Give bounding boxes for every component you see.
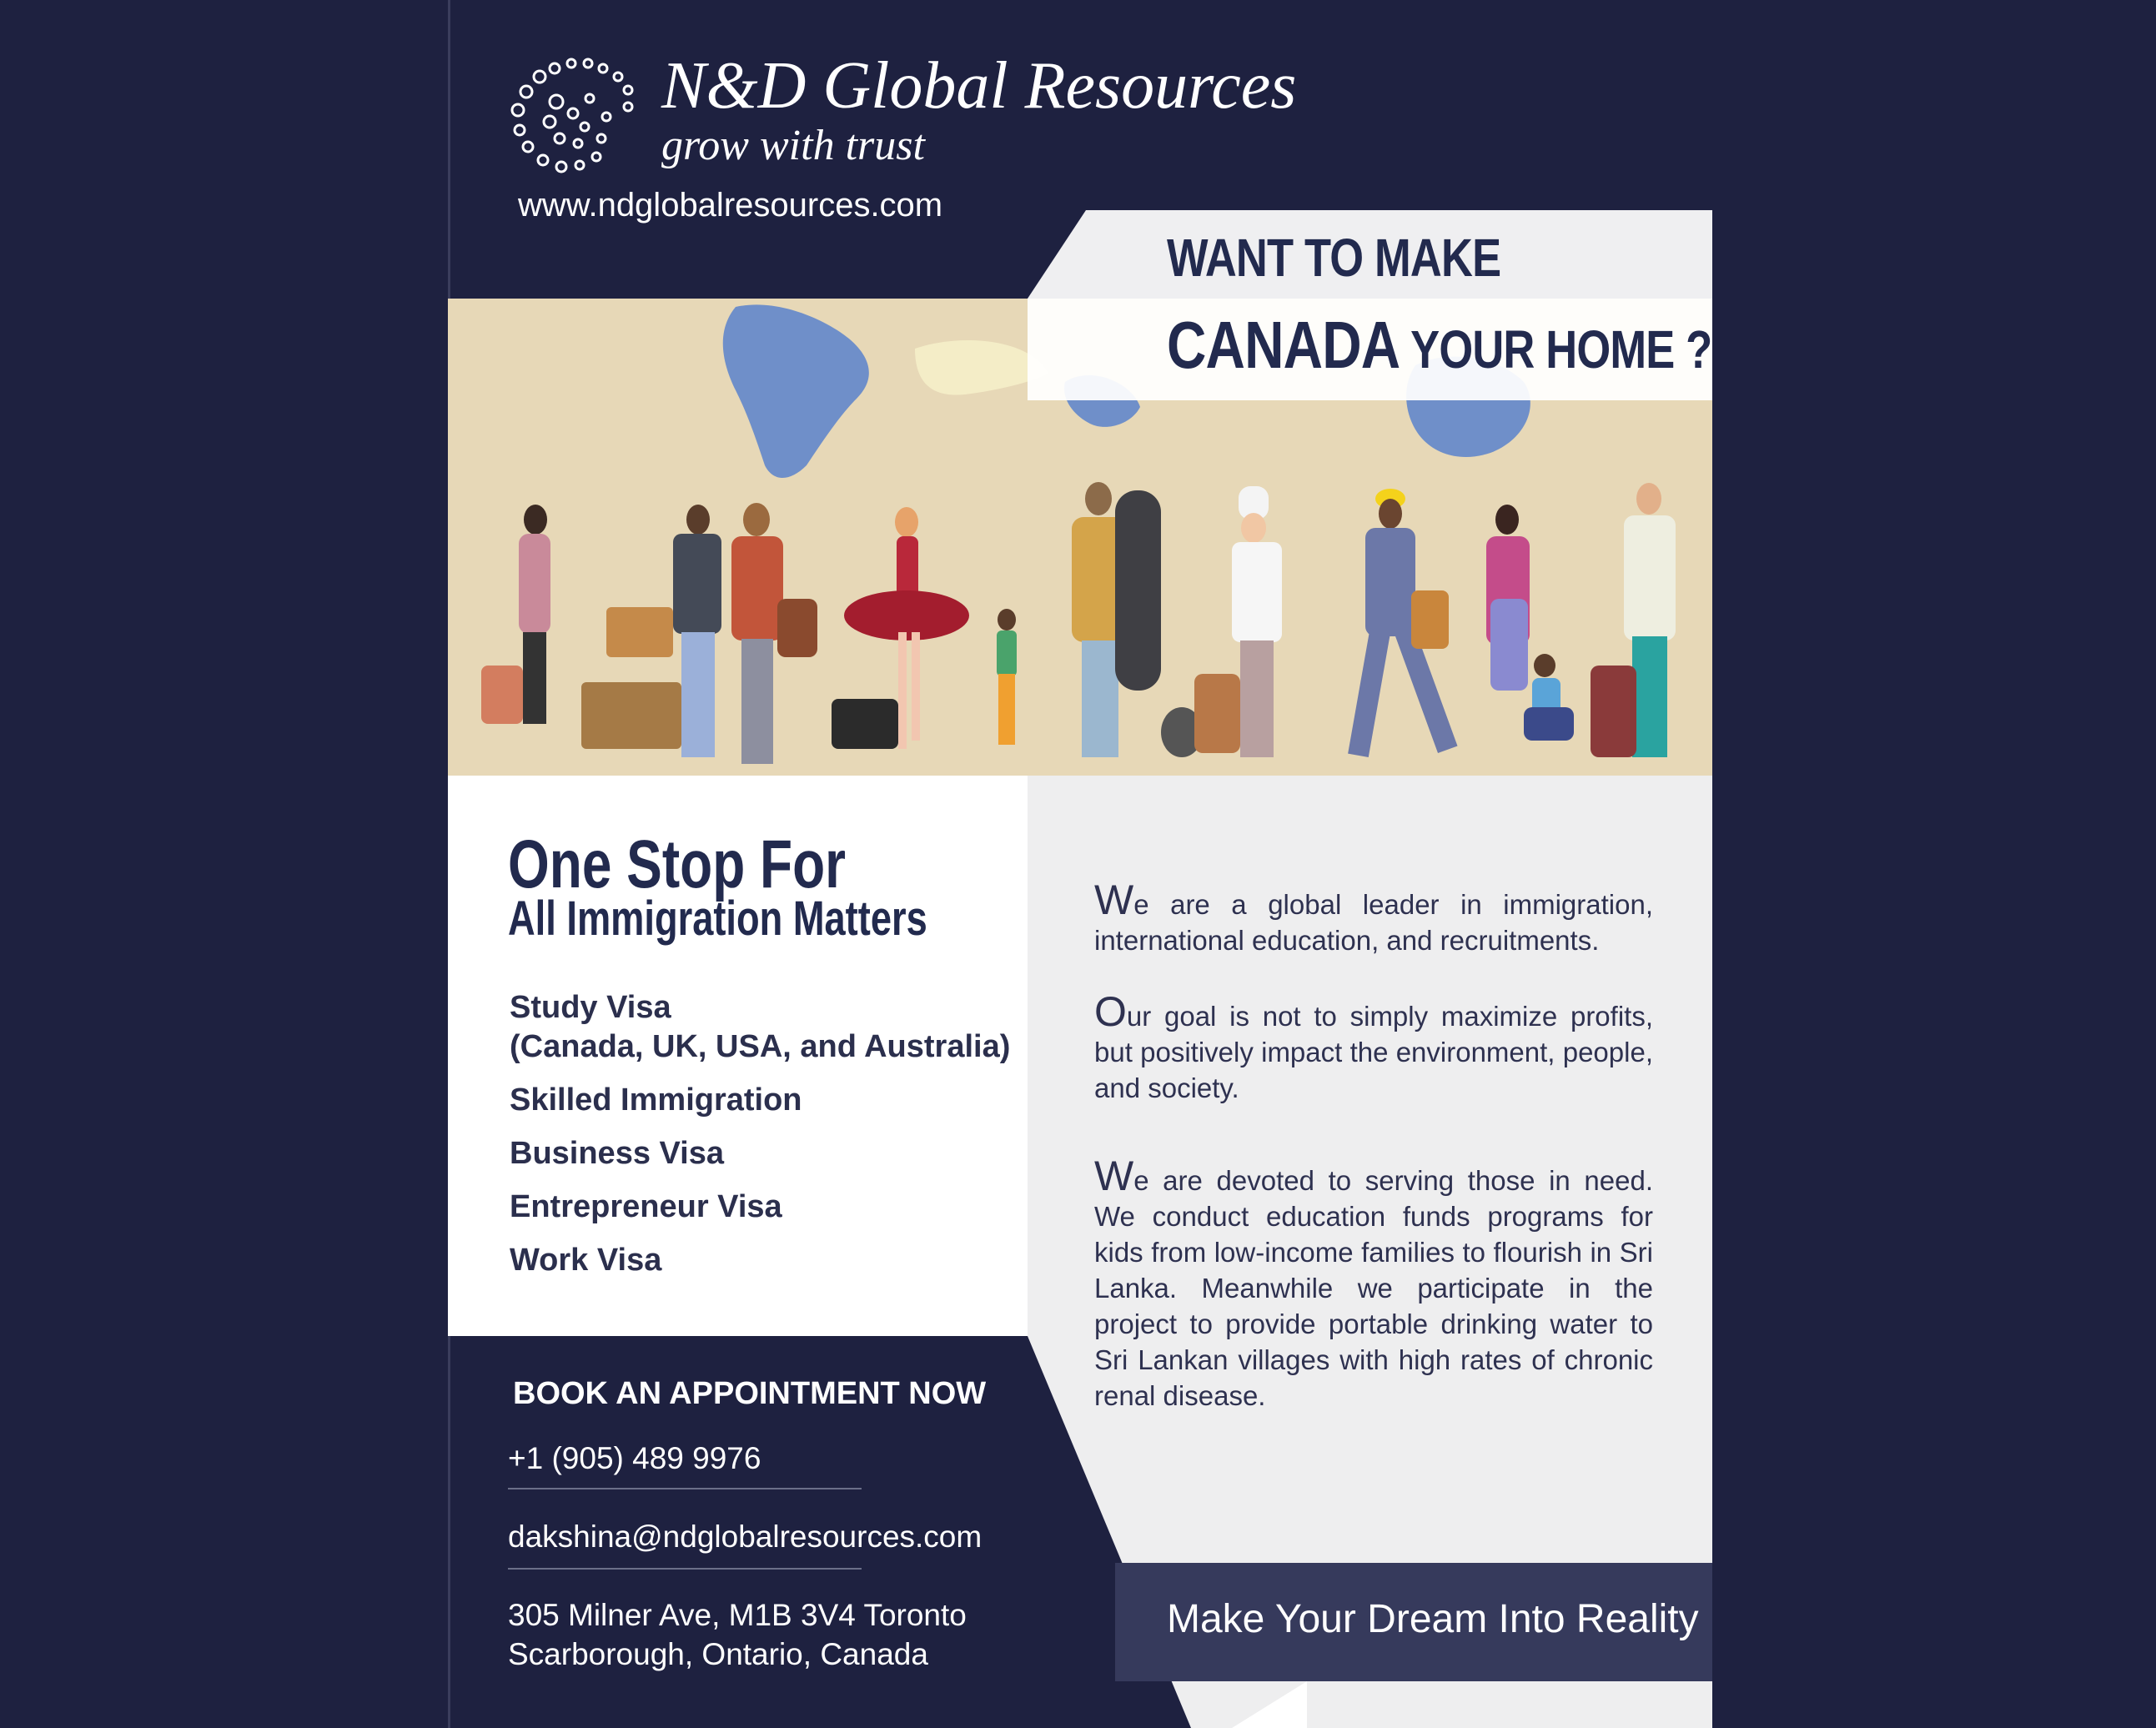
headline-canada: CANADA	[1167, 308, 1400, 382]
about-text	[1094, 877, 1653, 1449]
service-item-study-visa-countries	[510, 1027, 1010, 1067]
brand-name: N&D Global Resources	[661, 49, 1297, 123]
dotted-swirl-logo-icon	[506, 52, 640, 177]
service-item-entrepreneur-visa	[510, 1188, 1010, 1227]
phone-number[interactable]: +1 (905) 489 9976	[508, 1441, 761, 1475]
service-label: Study Visa	[510, 990, 671, 1025]
address-line-2: Scarborough, Ontario, Canada	[508, 1637, 928, 1671]
service-label: (Canada, UK, USA, and Australia)	[510, 1029, 1011, 1064]
divider	[508, 1488, 862, 1489]
about-paragraph-3: We are devoted to serving those in need. We conduct education funds programs for kids from low-income families to flourish in Sri Lanka. Meanwhile we participate in the project to provide portable drinking water to Sri Lankan villages with high rates of chronic renal disease.	[1094, 1153, 1653, 1411]
service-item-business-visa	[510, 1134, 1010, 1173]
service-item-study-visa	[510, 988, 1010, 1027]
service-label: Entrepreneur Visa	[510, 1189, 782, 1224]
service-label: Work Visa	[510, 1243, 662, 1278]
headline-line1: WANT TO MAKE	[1167, 228, 1501, 288]
address-line-1: 305 Milner Ave, M1B 3V4 Toronto	[508, 1598, 967, 1632]
email-link[interactable]: dakshina@ndglobalresources.com	[508, 1520, 983, 1554]
about-paragraph-1: We are a global leader in immigration, international education, and recruitments.	[1094, 877, 1653, 956]
book-appointment-heading: BOOK AN APPOINTMENT NOW	[513, 1376, 987, 1411]
slogan: Make Your Dream Into Reality	[1167, 1597, 1699, 1641]
service-item-skilled-immigration	[510, 1081, 1010, 1120]
service-label: Skilled Immigration	[510, 1083, 802, 1118]
services-list	[510, 988, 1010, 1294]
brand-tagline: grow with trust	[661, 122, 925, 169]
service-label: Business Visa	[510, 1136, 725, 1171]
divider	[508, 1568, 862, 1570]
service-item-work-visa	[510, 1241, 1010, 1280]
traveler-woman-pink	[481, 505, 550, 724]
website-link[interactable]: www.ndglobalresources.com	[518, 187, 943, 224]
headline-line2	[1167, 307, 1711, 384]
services-subtitle: All Immigration Matters	[508, 892, 927, 946]
flyer	[448, 0, 1712, 1728]
about-paragraph-2: Our goal is not to simply maximize profits, but positively impact the environment, people, and society.	[1094, 988, 1653, 1103]
services-title: One Stop For	[508, 826, 847, 902]
headline-your-home: YOUR HOME ?	[1400, 319, 1712, 379]
